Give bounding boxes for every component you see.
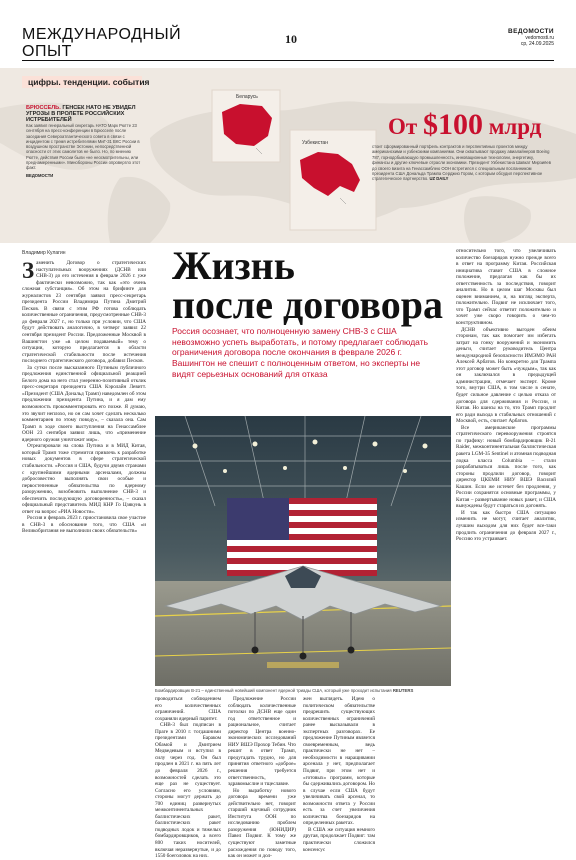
b21-bomber-image <box>155 416 451 686</box>
article-column-4 <box>303 696 375 853</box>
amount-suffix: млрд <box>488 114 542 139</box>
investment-amount <box>388 108 541 142</box>
amount-prefix: От <box>388 114 418 139</box>
section-title <box>22 26 202 60</box>
paragraph: И так как быстро США ситуацию изменить не могут, считает аналитик, лучшим выходом для них будет все-таки продлить ограничения до февраля 2027 г., Россию это устраивает. <box>456 509 556 543</box>
news2-body: стоит сформированный портфель контрактов и перспективных проектов между американскими и узбекскими компаниями. Они охватывают продажу авиалайнеров Boeing 787, горнодобывающую промышленность, инновационные технологии, энергетику, финансы и другие ключевые отрасли экономики. Президент Узбекистана Шавкат Мирзиёев до своего визита на Генассамблею ООН встретился с специальным посланником президента США Дональда Трампа Серджио Гором, с которым обсудил перспективное стратегическое партнерство. <box>372 144 551 182</box>
news-location: БРЮССЕЛЬ. <box>26 105 61 111</box>
masthead <box>508 28 554 47</box>
news2-source: UZ DAILY <box>429 176 449 182</box>
news-band <box>0 68 576 243</box>
section-title-line1: МЕЖДУНАРОДНЫЙ <box>22 26 182 43</box>
paragraph: СНВ-3 был подписан в Праге в 2010 г. тогдашними президентами Бараком Обамой и Дмитрием Медведевым и вступил в силу через год. Он был продлен в 2021 г. на пять лет до февраля 2026 г., возможностей сделать это еще раз не существует. Согласно его условиям, стороны могут держать до 700 единиц развернутых межконтинентальных баллистических ракет, баллистических ракет подводных лодок и тяжелых бомбардировщиков, а всего 800 таких носителей, включая неразвернутые, и до 1550 боеголовок на них. <box>155 722 221 860</box>
paragraph: аменить Договор о стратегических наступательных вооружениях (ДСНВ или СНВ-3) до его истечения в феврале 2026 г. уже фактически невозможно, так как «это очень сложная субстанция». Об этом на брифинге для журналистов 23 сентября заявил пресс-секретарь президента России Владимира Путина Дмитрий Песков. В связи с этим РФ готова соблюдать количественные ограничения, предусмотренные СНВ-3 до февраля 2027 г., но только при условии, что США будут действовать аналогично, в четверг заявил 22 сентября президент России. Предложенные Москвой в Вашингтон уже «в целом подаваемый» тему о ситуации, которую предлагается в области стратегической стабильности после истечения последнего стратегического договора, добавил Песков. <box>22 260 146 365</box>
headline-line2: после договора <box>172 282 443 327</box>
paragraph: Россия и февраль 2023 г. приостановила свое участие в СНВ-3 в обоснование того, что США «и Великобритания не выполнили своих обязательств» <box>22 515 146 535</box>
article-headline <box>172 243 443 327</box>
page-number: 10 <box>285 32 297 46</box>
article-column-5 <box>456 248 556 830</box>
drop-cap: З <box>22 258 35 283</box>
paragraph: ДСНВ объективно выгоден обеим сторонам, так как помогает им избегать затрат на гонку вооружений и экономить деньги, считает руководитель Центра международной безопасности ИМЭМО РАН Алексей Арбатов. Но конкретно для Трампа этот договор может быть «чуждым», так как он заключался в предыдущей администрации, отмечает эксперт. Кроме того, внутри США, в том числе в сенате, будет сильное давление с целью отказа от договора для сдерживания и России, и Китая. Но шансы на то, что Трамп продлит его ради выхода в стабильных отношений с Москвой, есть, считает Арбатов. <box>456 326 556 425</box>
paragraph: В США же ситуация немного другая, продолжает Подвиг: там практически сложился консенсус <box>303 826 375 853</box>
news-headline: ГЕНСЕК НАТО НЕ УВИДЕЛ УГРОЗЫ В ПРОЛЕТЕ РОССИЙСКИХ ИСТРЕБИТЕЛЕЙ <box>26 105 136 123</box>
paragraph: Предложение России соблюдать количественные потолки по ДСНВ еще один год ответственное и рациональное, считает директор Центра военно-экономических исследований НИУ ВШЭ Прохор Тебин. Что решит в ответ Трамп, предугадать трудно, но для принятия ответного «доброе» решения требуется ответственность, здравомыслие и тщеславие. <box>228 696 296 788</box>
photo-caption <box>155 688 451 693</box>
article-column-2 <box>155 696 221 860</box>
map-label-belarus: Беларусь <box>236 94 258 100</box>
article-lead: Россия осознает, что полноценную замену СНВ-3 с США невозможно успеть выработать, и потому предлагает соблюдать ограничения договора после окончания в феврале 2026 г. Вашингтон не спешит с полноценным ответом, но эксперты не видят серьезных оснований для отказа <box>172 326 429 379</box>
us-flag-graphic <box>227 498 377 576</box>
map-label-uzbekistan: Узбекистан <box>302 140 328 146</box>
paragraph: относительно того, что увеличивать количество боезарядов нужно прежде всего в ответ на программу Китая. Российская инициатива ставит США в сложное положение, предлагая как бы их ответственность за последствия, говорит аналитик. Но в целом шаг Москвы был оценен вниманием, и, на взгляд эксперта, положительно. Подвиг не исключает того, что Трамп сейчас ответит положительно и хочет уже скоро говорить о чем-то конструктивном. <box>456 248 556 327</box>
byline: Владимир Кулагин <box>22 250 66 256</box>
news-body: Как заявил генеральный секретарь НАТО Марк Рютте 23 сентября на пресс-конференции в Брюсселе после заседания Североатлантического совета в связи с инцидентом с тремя истребителями МиГ-31 ВКС России в воздушном пространстве Эстонии, непосредственной опасности от этих самолетов не было. Но, по мнению Рютте, действия России были «не неосмотрительны, или преднамеренными». Минобороны России опровергло этот факт. <box>26 123 141 171</box>
paragraph: Но выработку нового договора времени уже действительно нет, говорит старший научный сотрудник Института ООН по исследованию проблем разоружения (ЮНИДИР) Павел Подвиг. К тому же существуют заметные расхождения по поводу того, как он может и дол- <box>228 787 296 860</box>
news-item-brussels <box>26 105 144 178</box>
news-item-uzbekistan <box>372 144 552 182</box>
bomber-photo <box>155 416 451 686</box>
masthead-date: ср, 24.09.2025 <box>520 41 554 47</box>
news-source: ВЕДОМОСТИ <box>26 172 54 178</box>
paragraph: Отреагировали на слова Путина и в МИД Китая, который Трамп тоже стремится привлечь к разработке новых документов в сфере стратегической стабильности. «Россия и США, будучи двумя странами с крупнейшими ядерными арсеналами, должны добросовестно выполнять свои особые и первостепенные обязательства по ядерному разоружению, возобновить выполнение СНВ-3 и обеспечить последующую договоренность», – сказал официальный представитель МИД КНР Го Цзякунь в ответ на вопрос «РИА Новости». <box>22 443 146 515</box>
photo-credit: REUTERS <box>392 688 414 693</box>
band-title: цифры. тенденции. события <box>28 77 150 87</box>
headline-line1: Жизнь <box>172 243 295 288</box>
paragraph: Все американские программы стратегического перевооружения строятся по графику: новый бомбардировщик B-21 Raider, межконтинентальная баллистическая ракета LGM-35 Sentinel и атомная подводная лодка класса Columbia – стали разрабатываться лишь после того, как стороны продлили договор, говорит директор ЦКЕМИ НИУ ВШЭ Василий Кашин. Если же истечет без продления, у России сохранятся основные программы, у Китая – развертывание новых ракет, и США вынуждены будут стараться их догонять. <box>456 424 556 510</box>
section-title-line2: ОПЫТ <box>22 43 72 60</box>
article-column-3 <box>228 696 296 860</box>
paragraph: проводиться соблюдением его количественных ограничений. США сохраняли ядерный паритет. <box>155 696 221 722</box>
caption-text: Бомбардировщик B-21 – единственный новейший компонент ядерной триады США, который уже проходит испытания <box>155 688 392 693</box>
amount-value: $100 <box>422 108 483 141</box>
paragraph: За сутки после высказанного Путиным публичного предложения единственной официальной реакцией Белого дома на него стал умеренно-позитивный отклик пресс-секретаря президента США Кэролайн Левитт. «Президент (США Дональд Трамп) наведомлен об этом предложении президента Путина, и я дам ему возможность прокомментировать его позже. Я думаю, это звучит неплохо, но он сам хочет сделать несколько комментариев по этому поводу», – сказала она. Сам Трамп в ходе своего выступления на Генассамблее ООН 23 сентября заявил лишь, что «применение ядерного оружия уничтожит мир». <box>22 364 146 443</box>
header-rule <box>22 60 554 61</box>
masthead-site: vedomosti.ru <box>525 35 554 41</box>
masthead-name: ВЕДОМОСТИ <box>508 28 554 35</box>
article-column-1 <box>22 260 146 830</box>
paragraph: жен выглядеть. Идею о политическом обязательстве предрешить существующих количественных ограничений ранее высказывали в экспертных разговорах. Ее предложение Путиным является своевременным, ведь практически не нет – необходимости в наращивании арсенала у нет, предполагает Подвиг, при этом нет и «готовых» программ, которые бы сдерживались договором. Но в случае если США будут увеличивать свой арсенал, то возможности ответа у России есть за счет увеличения количества боезарядов на определенных ракетах. <box>303 696 375 827</box>
